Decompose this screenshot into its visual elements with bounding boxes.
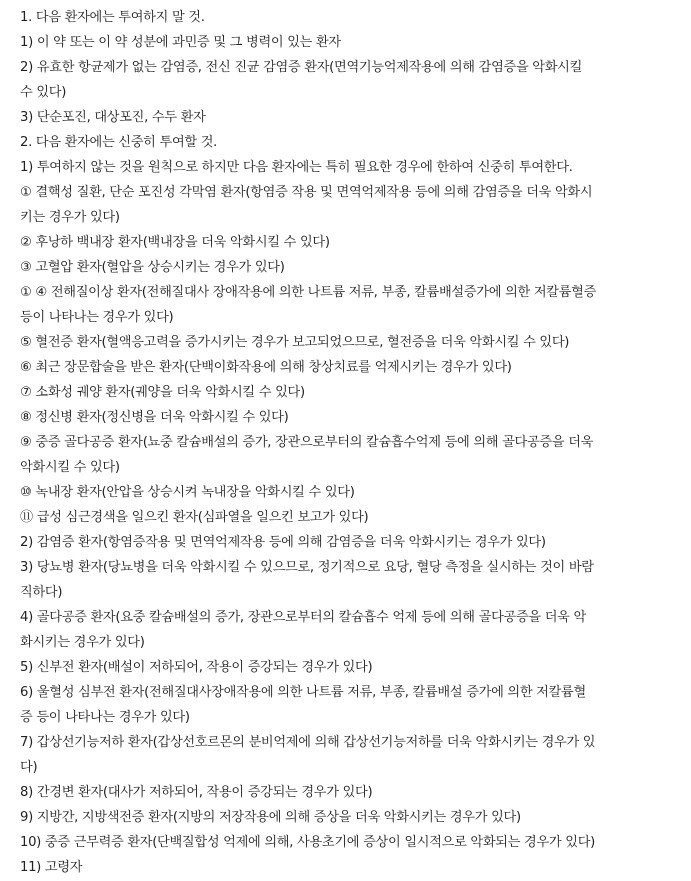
text-line: ③ 고혈압 환자(혈압을 상승시키는 경우가 있다) [20, 260, 285, 275]
text-line: 2) 유효한 항균제가 없는 감염증, 전신 진균 감염증 환자(면역기능억제작용에 의해 감염증을 악화시킬 [20, 60, 583, 75]
text-line: 1. 다음 환자에는 투여하지 말 것. [20, 10, 205, 25]
text-line: 4) 골다공증 환자(요중 칼슘배설의 증가, 장관으로부터의 칼슘흡수 억제 등에 의해 골다공증을 더욱 악 [20, 610, 586, 625]
text-line: ⑥ 최근 장문합술을 받은 환자(단백이화작용에 의해 창상치료를 억제시키는 경우가 있다) [20, 360, 512, 375]
text-line: 1) 이 약 또는 이 약 성분에 과민증 및 그 병력이 있는 환자 [20, 35, 341, 50]
text-line: ⑨ 중증 골다공증 환자(뇨중 칼슘배설의 증가, 장관으로부터의 칼슘흡수억제 등에 의해 골다공증을 더욱 [20, 435, 594, 450]
text-line: ⑩ 녹내장 환자(안압을 상승시켜 녹내장을 악화시킬 수 있다) [20, 485, 355, 500]
text-line: ② 후낭하 백내장 환자(백내장을 더욱 악화시킬 수 있다) [20, 235, 330, 250]
text-line: 6) 울혈성 심부전 환자(전해질대사장애작용에 의한 나트륨 저류, 부종, 칼륨배설 증가에 의한 저칼륨혈 [20, 685, 586, 700]
text-line: 10) 중증 근무력증 환자(단백질합성 억제에 의해, 사용초기에 증상이 일시적으로 악화되는 경우가 있다) [20, 835, 595, 850]
text-line: ⑤ 혈전증 환자(혈액응고력을 증가시키는 경우가 보고되었으므로, 혈전증을 더욱 악화시킬 수 있다) [20, 335, 570, 350]
text-line: ⑪ 급성 심근경색을 일으킨 환자(심파열을 일으킨 보고가 있다) [20, 510, 369, 525]
text-line: 3) 단순포진, 대상포진, 수두 환자 [20, 110, 206, 125]
text-line: 수 있다) [20, 85, 67, 100]
text-line: 1) 투여하지 않는 것을 원칙으로 하지만 다음 환자에는 특히 필요한 경우에 한하여 신중히 투여한다. [20, 160, 573, 175]
text-line: ① ④ 전해질이상 환자(전해질대사 장애작용에 의한 나트륨 저류, 부종, 칼륨배설증가에 의한 저칼륨혈증 [20, 285, 597, 300]
text-line: 5) 신부전 환자(배설이 저하되어, 작용이 증강되는 경우가 있다) [20, 660, 373, 675]
text-line: 등이 나타나는 경우가 있다) [20, 310, 174, 325]
text-line: 7) 갑상선기능저하 환자(갑상선호르몬의 분비억제에 의해 갑상선기능저하를 더욱 악화시키는 경우가 있 [20, 735, 596, 750]
text-line: ⑦ 소화성 궤양 환자(궤양을 더욱 악화시킬 수 있다) [20, 385, 305, 400]
text-line: 화시키는 경우가 있다) [20, 635, 145, 650]
text-line: 3) 당뇨병 환자(당뇨병을 더욱 악화시킬 수 있으므로, 정기적으로 요당, 혈당 측정을 실시하는 것이 바람 [20, 560, 594, 575]
text-line: 9) 지방간, 지방색전증 환자(지방의 저장작용에 의해 증상을 더욱 악화시키는 경우가 있다) [20, 810, 521, 825]
text-line: 악화시킬 수 있다) [20, 460, 120, 475]
text-line: 8) 간경변 환자(대사가 저하되어, 작용이 증강되는 경우가 있다) [20, 785, 373, 800]
text-line: 다) [20, 760, 38, 775]
text-line: 2. 다음 환자에는 신중히 투여할 것. [20, 135, 218, 150]
text-line: 키는 경우가 있다) [20, 210, 120, 225]
text-line: 2) 감염증 환자(항염증작용 및 면역억제작용 등에 의해 감염증을 더욱 악화시키는 경우가 있다) [20, 535, 546, 550]
text-line: 증 등이 나타나는 경우가 있다) [20, 710, 190, 725]
text-line: ① 결핵성 질환, 단순 포진성 각막염 환자(항염증 작용 및 면역억제작용 등에 의해 감염증을 더욱 악화시 [20, 185, 593, 200]
text-line: 직하다) [20, 585, 63, 600]
text-line: 11) 고령자 [20, 860, 83, 875]
text-line: ⑧ 정신병 환자(정신병을 더욱 악화시킬 수 있다) [20, 410, 289, 425]
